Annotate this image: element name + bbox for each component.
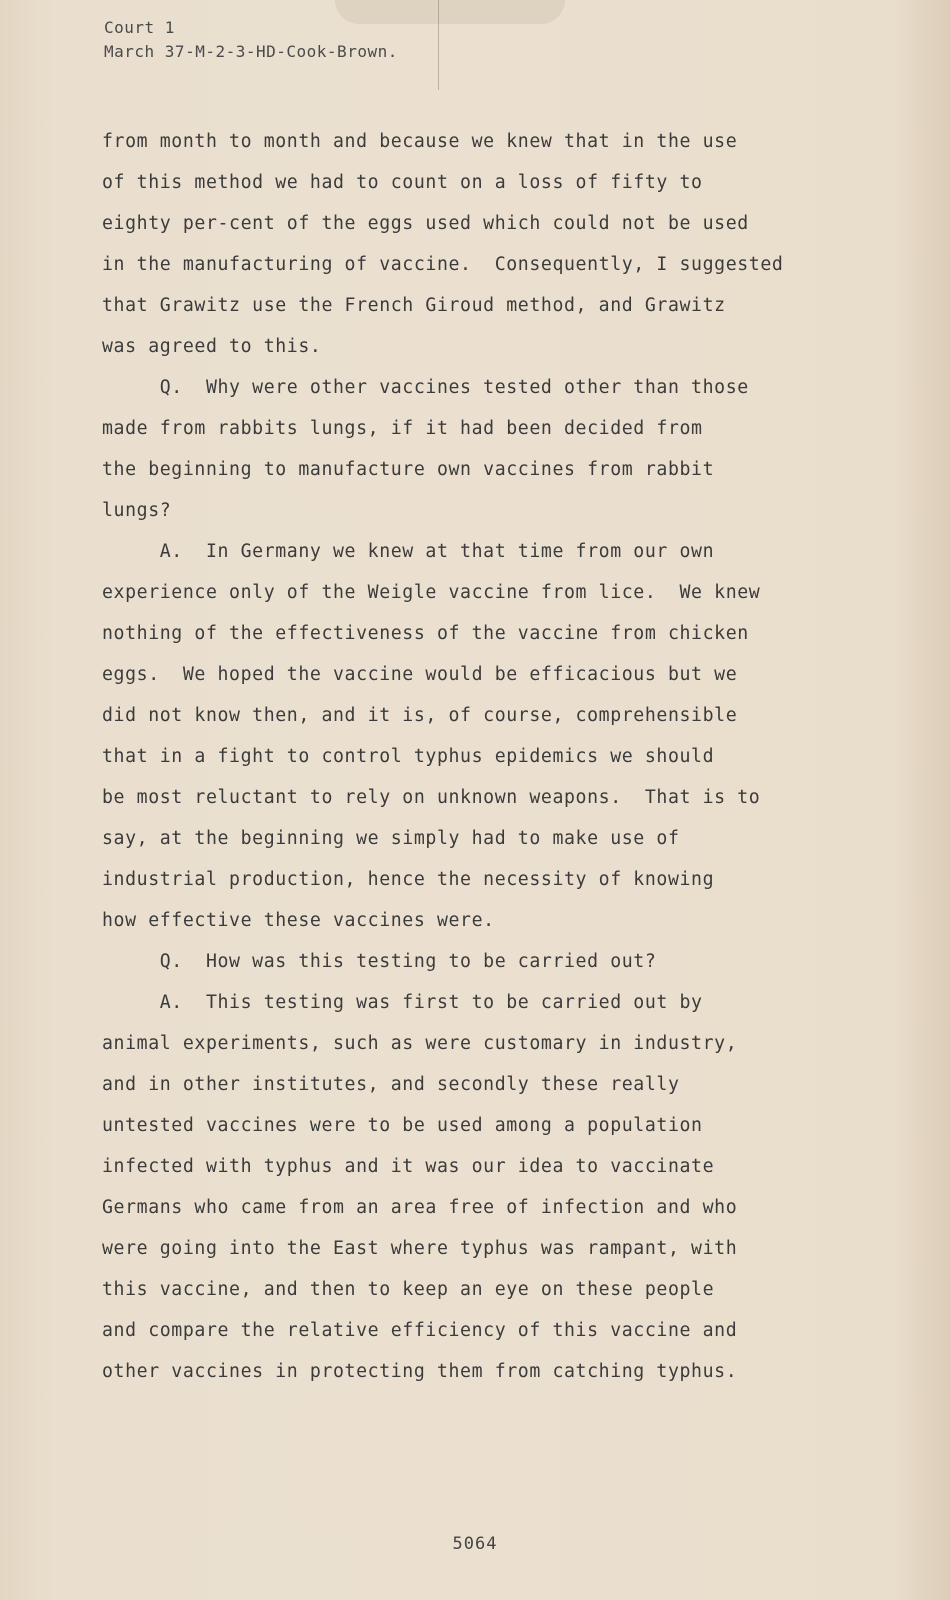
text-line: experience only of the Weigle vaccine from lice. We knew: [102, 582, 761, 603]
text-line: were going into the East where typhus was rampant, with: [102, 1238, 738, 1259]
text-line: how effective these vaccines were.: [102, 910, 495, 931]
case-reference: March 37-M-2-3-HD-Cook-Brown.: [104, 42, 398, 61]
text-line: of this method we had to count on a loss of fifty to: [102, 172, 703, 193]
text-line: this vaccine, and then to keep an eye on these people: [102, 1279, 715, 1300]
text-line: in the manufacturing of vaccine. Consequently, I suggested: [102, 254, 784, 275]
text-line: from month to month and because we knew that in the use: [102, 131, 738, 152]
text-line: that in a fight to control typhus epidemics we should: [102, 746, 715, 767]
text-line: did not know then, and it is, of course, comprehensible: [102, 705, 738, 726]
page-number: 5064: [452, 1534, 498, 1554]
paper-fold-line: [438, 0, 439, 90]
text-line: say, at the beginning we simply had to make use of: [102, 828, 680, 849]
text-line: other vaccines in protecting them from catching typhus.: [102, 1361, 738, 1382]
text-line: lungs?: [102, 500, 172, 521]
text-line: be most reluctant to rely on unknown weapons. That is to: [102, 787, 761, 808]
text-line: industrial production, hence the necessity of knowing: [102, 869, 715, 890]
text-line: A. This testing was first to be carried out by: [102, 992, 703, 1013]
text-line: was agreed to this.: [102, 336, 322, 357]
text-line: untested vaccines were to be used among a population: [102, 1115, 703, 1136]
text-line: that Grawitz use the French Giroud method, and Grawitz: [102, 295, 726, 316]
text-line: made from rabbits lungs, if it had been decided from: [102, 418, 703, 439]
text-line: Germans who came from an area free of infection and who: [102, 1197, 738, 1218]
text-line: and in other institutes, and secondly these really: [102, 1074, 680, 1095]
text-line: the beginning to manufacture own vaccines from rabbit: [102, 459, 715, 480]
text-line: Q. Why were other vaccines tested other than those: [102, 377, 749, 398]
court-label: Court 1: [104, 18, 175, 37]
text-line: Q. How was this testing to be carried out?: [102, 951, 657, 972]
text-line: infected with typhus and it was our idea to vaccinate: [102, 1156, 715, 1177]
text-line: animal experiments, such as were customary in industry,: [102, 1033, 738, 1054]
text-line: eighty per-cent of the eggs used which could not be used: [102, 213, 749, 234]
text-line: eggs. We hoped the vaccine would be efficacious but we: [102, 664, 738, 685]
document-header: [104, 16, 398, 64]
text-line: and compare the relative efficiency of this vaccine and: [102, 1320, 738, 1341]
text-line: A. In Germany we knew at that time from our own: [102, 541, 715, 562]
transcript-body: [102, 121, 842, 1392]
text-line: nothing of the effectiveness of the vaccine from chicken: [102, 623, 749, 644]
